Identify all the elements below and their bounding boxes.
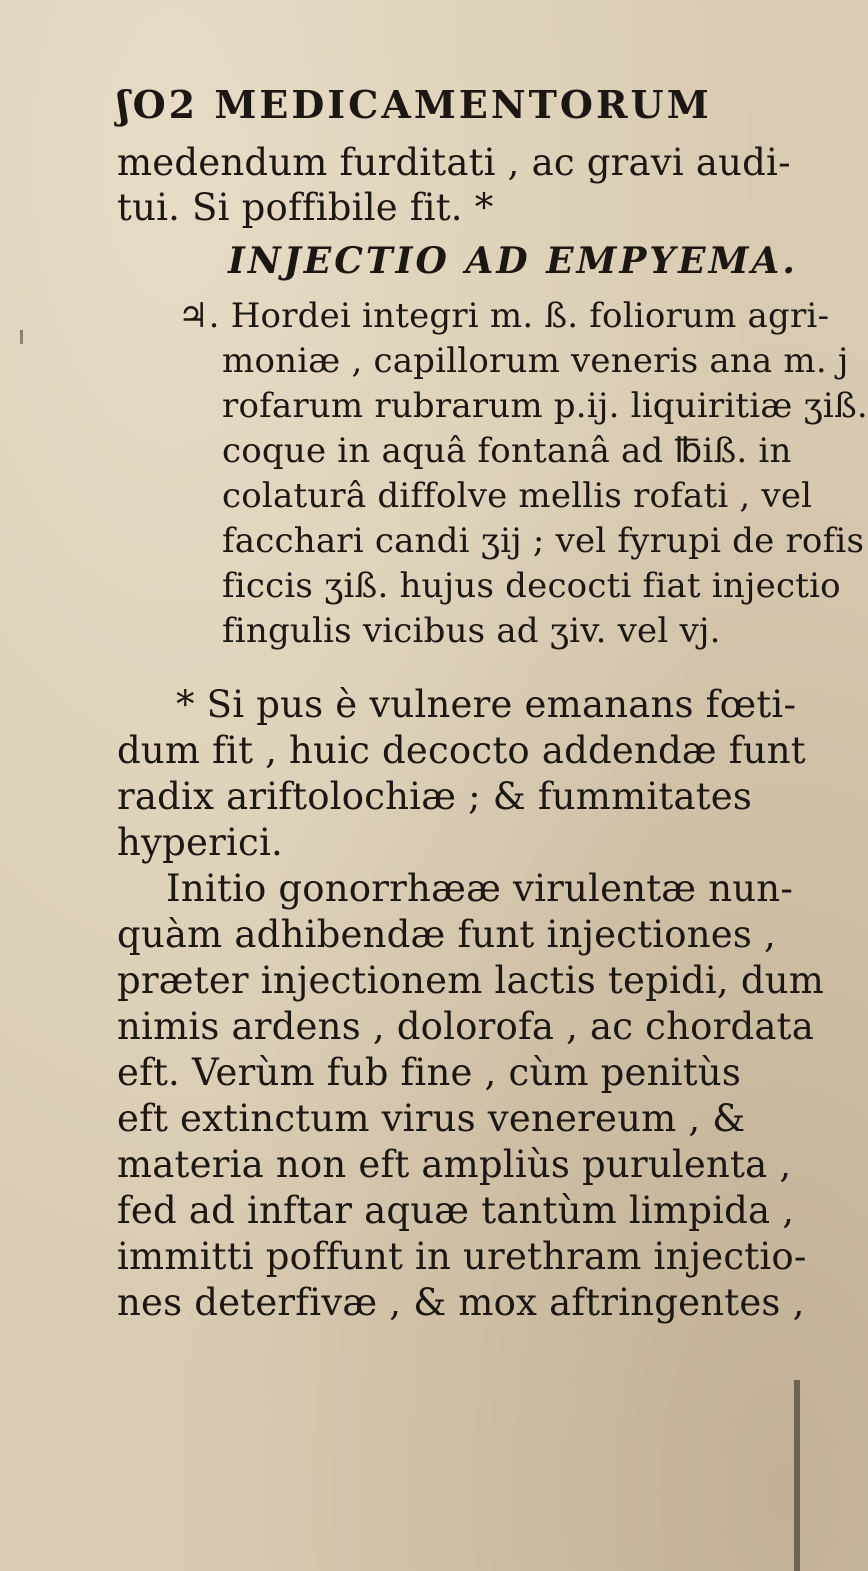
intro-line-1: medendum furditati , ac gravi audi- [117,141,791,184]
recipe-line-3: rofarum rubrarum p.ij. liquiritiæ ʒiß. [222,386,868,426]
body-line-10: nes deterfivæ , & mox aftringentes , [117,1281,805,1324]
body-line-3: præter injectionem lactis tepidi, dum [117,959,825,1002]
intro-line-2: tui. Si poffibile fit. * [117,186,494,229]
body-line-1: Initio gonorrhææ virulentæ nun- [166,867,794,910]
note-line-2: dum fit , huic decocto addendæ funt [117,729,806,772]
body-line-4: nimis ardens , dolorofa , ac chordata [117,1005,814,1048]
recipe-line-7: ficcis ʒiß. hujus decocti fiat injectio [222,566,841,606]
body-line-6: eft extinctum virus venereum , & [117,1097,746,1140]
paper-speck [20,330,23,344]
running-header: ʃO2 MEDICAMENTORUM [117,82,712,127]
recipe-line-8: fingulis vicibus ad ʒiv. vel vj. [222,611,721,651]
body-line-5: eft. Verùm fub fine , cùm penitùs [117,1051,742,1094]
recipe-line-5: colaturâ diffolve mellis rofati , vel [222,476,813,516]
body-line-8: fed ad inftar aquæ tantùm limpida , [117,1189,795,1232]
section-title: INJECTIO AD EMPYEMA. [228,240,798,282]
page-edge-shadow [794,1380,800,1571]
recipe-line-2: moniæ , capillorum veneris ana m. j [222,341,849,381]
recipe-line-1: ♃. Hordei integri m. ß. foliorum agri- [178,296,830,336]
body-line-2: quàm adhibendæ funt injectiones , [117,913,777,956]
note-line-3: radix ariftolochiæ ; & fummitates [117,775,753,818]
body-line-7: materia non eft ampliùs purulenta , [117,1143,792,1186]
recipe-line-4: coque in aquâ fontanâ ad ℔iß. in [222,431,792,471]
recipe-line-6: facchari candi ʒij ; vel fyrupi de rofis [222,521,865,561]
body-line-9: immitti poffunt in urethram injectio- [117,1235,807,1278]
note-line-4: hyperici. [117,821,283,864]
note-line-1: * Si pus è vulnere emanans fœti- [176,683,797,726]
